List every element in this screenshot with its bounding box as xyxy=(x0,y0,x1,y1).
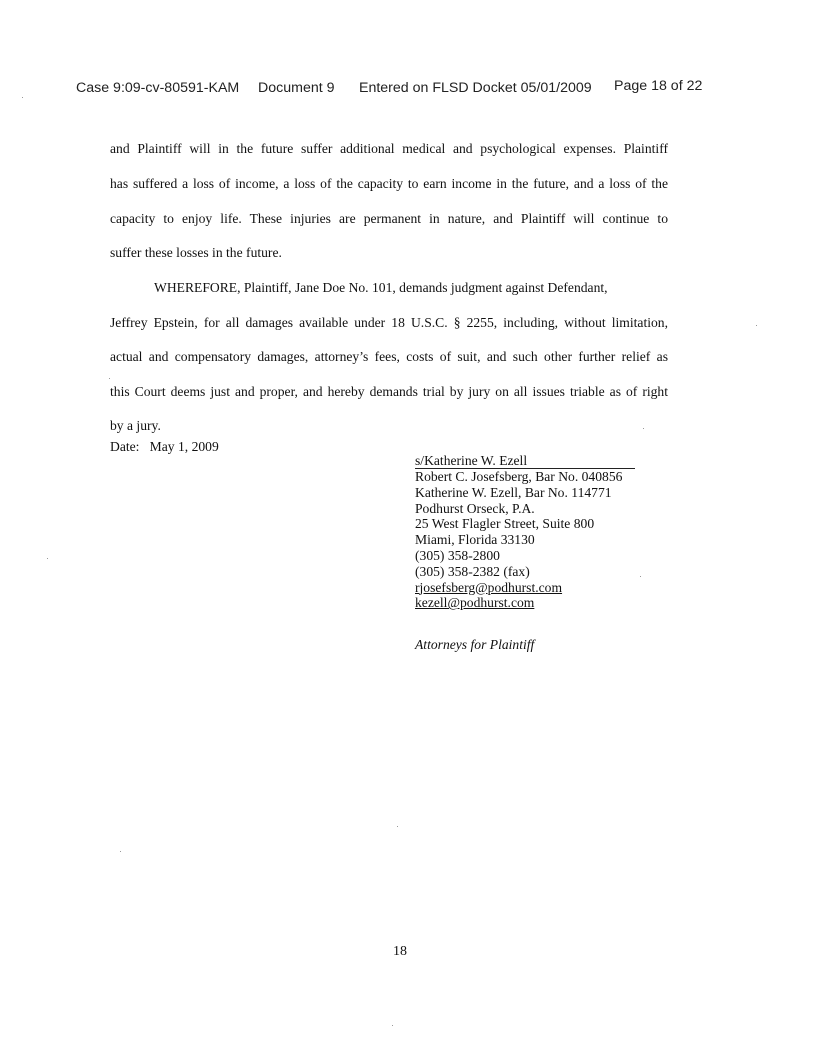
document-number: Document 9 xyxy=(258,80,335,96)
signature: s/Katherine W. Ezell xyxy=(415,454,635,469)
fax-number: (305) 358-2382 (fax) xyxy=(415,563,530,579)
phone-number: (305) 358-2800 xyxy=(415,547,500,563)
city-state-zip: Miami, Florida 33130 xyxy=(415,532,535,548)
date-line xyxy=(110,439,219,455)
email-link[interactable]: rjosefsberg@podhurst.com xyxy=(415,579,563,595)
signature-block xyxy=(415,453,635,611)
attorneys-role: Attorneys for Plaintiff xyxy=(415,637,535,652)
attorney-name: Katherine W. Ezell, Bar No. 114771 xyxy=(415,484,612,500)
body-line: suffer these losses in the future. xyxy=(110,245,282,260)
body-line: Jeffrey Epstein, for all damages available under 18 U.S.C. § 2255, including, without limitation, xyxy=(110,315,668,330)
body-line: capacity to enjoy life. These injuries are permanent in nature, and Plaintiff will continue to xyxy=(110,211,668,226)
scan-speck xyxy=(109,378,110,379)
scan-speck xyxy=(22,97,23,98)
scan-speck xyxy=(47,558,48,559)
attorney-name: Robert C. Josefsberg, Bar No. 040856 xyxy=(415,469,623,484)
street-address: 25 West Flagler Street, Suite 800 xyxy=(415,516,595,532)
email-link[interactable]: kezell@podhurst.com xyxy=(415,595,535,611)
body-line: this Court deems just and proper, and hereby demands trial by jury on all issues triable as of right xyxy=(110,384,668,399)
scan-speck xyxy=(640,576,641,577)
scan-speck xyxy=(120,851,121,852)
wherefore-line: WHEREFORE, Plaintiff, Jane Doe No. 101, demands judgment against Defendant, xyxy=(154,280,608,295)
scan-speck xyxy=(756,325,757,326)
page-number: 18 xyxy=(393,944,407,959)
docket-entry-date: Entered on FLSD Docket 05/01/2009 xyxy=(359,80,592,96)
scan-speck xyxy=(643,428,644,429)
scan-speck xyxy=(392,1025,393,1026)
body-line: by a jury. xyxy=(110,418,161,433)
body-line: actual and compensatory damages, attorney’s fees, costs of suit, and such other further relief as xyxy=(110,349,668,364)
page-of-total: Page 18 of 22 xyxy=(614,78,703,94)
date-value: May 1, 2009 xyxy=(149,439,219,454)
date-label: Date: xyxy=(110,439,140,454)
law-firm: Podhurst Orseck, P.A. xyxy=(415,500,535,516)
body-line: has suffered a loss of income, a loss of the capacity to earn income in the future, and a loss of the xyxy=(110,176,668,191)
scan-speck xyxy=(397,826,398,827)
body-line: and Plaintiff will in the future suffer additional medical and psychological expenses. Plaintiff xyxy=(110,141,668,156)
case-number: Case 9:09-cv-80591-KAM xyxy=(76,80,240,96)
